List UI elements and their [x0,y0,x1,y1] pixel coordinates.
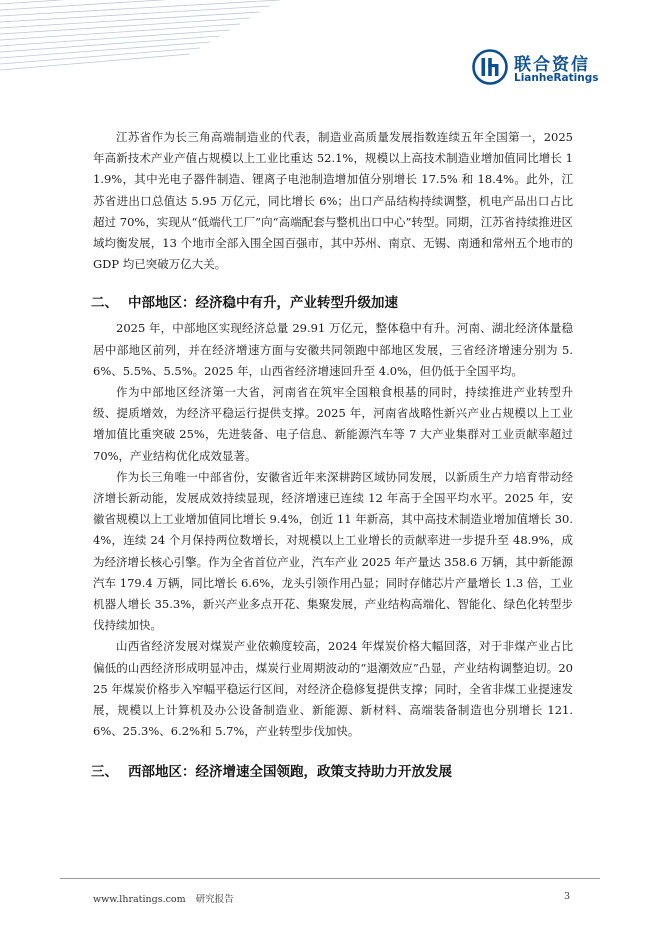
paragraph-anhui: 作为长三角唯一中部省份，安徽省近年来深耕跨区域协同发展，以新质生产力培育带动经济增长新动能，发展成效持续显现，经济增速已连续 12 年高于全国平均水平。2025 年，安徽省规模以上工业增加值同比增长 9.4%，创近 11 年新高，其中高技术制造业增加值增长 30.4%，连续 24 个月保持两位数增长，对规模以上工业增长的贡献率进一步提升至 48.9%，成为经济增长核心引擎。作为全省首位产业，汽车产业 2025 年产量达 358.6 万辆，其中新能源汽车 179.4 万辆，同比增长 6.6%，龙头引领作用凸显；同时存储芯片产量增长 1.3 倍，工业机器人增长 35.3%，新兴产业多点开花、集聚发展，产业结构高端化、智能化、绿色化转型步伐持续加快。 [93,469,573,633]
logo-chinese-name: 联合资信 [514,55,590,75]
section-title: 西部地区：经济增速全国领跑，政策支持助力开放发展 [128,764,452,781]
section-heading-central [91,293,573,313]
paragraph-shanxi: 山西省经济发展对煤炭产业依赖度较高，2024 年煤炭价格大幅回落，对于非煤产业占比偏低的山西经济形成明显冲击，煤炭行业周期波动的“退潮效应”凸显，产业结构调整迫切。2025 年煤炭价格步入窄幅平稳运行区间，对经济企稳修复提供支撑；同时，全省非煤工业提速发展，规模以上计算机及办公设备制造业、新能源、新材料、高端装备制造也分别增长 121.6%、25.3%、6.2%和 5.7%，产业转型步伐加快。 [93,639,573,739]
section-number: 二、 [91,295,118,312]
paragraph-jiangsu: 江苏省作为长三角高端制造业的代表，制造业高质量发展指数连续五年全国第一，2025 年高新技术产业产值占规模以上工业比重达 52.1%，规模以上高技术制造业增加值同比增长 11.9%，其中光电子器件制造、锂离子电池制造增加值分别增长 17.5% 和 18.4%。此外，江苏省进出口总值达 5.95 万亿元，同比增长 6%；出口产品结构持续调整，机电产品出口占比超过 70%，实现从“低端代工厂”向“高端配套与整机出口中心”转型。同期，江苏省持续推进区域均衡发展，13 个地市全部入围全国百强市，其中苏州、南京、无锡、南通和常州五个地市的 GDP 均已突破万亿大关。 [93,130,573,272]
report-body [93,127,573,782]
footer-info [93,891,244,905]
footer-doc-type: 研究报告 [195,894,234,905]
section-title: 中部地区：经济稳中有升，产业转型升级加速 [128,295,398,312]
corner-decoration [0,0,300,90]
logo-english-name: LianheRatings [514,72,599,84]
footer-divider [60,878,600,879]
lianhe-logo [468,45,628,89]
footer-website-link[interactable]: www.lhratings.com [93,894,186,905]
page-number: 3 [564,891,571,902]
section-heading-western [91,762,573,782]
paragraph-central-overview: 2025 年，中部地区实现经济总量 29.91 万亿元，整体稳中有升。河南、湖北经济体量稳居中部地区前列，并在经济增速方面与安徽共同领跑中部地区发展，三省经济增速分别为 5.6%、5.5%、5.5%。2025 年，山西省经济增速回升至 4.0%，但仍低于全国平均。 [93,321,573,378]
paragraph-henan: 作为中部地区经济第一大省，河南省在筑牢全国粮食根基的同时，持续推进产业转型升级、提质增效，为经济平稳运行提供支撑。2025 年，河南省战略性新兴产业占规模以上工业增加值比重突破 25%，先进装备、电子信息、新能源汽车等 7 大产业集群对工业贡献率超过 70%，产业结构优化成效显著。 [93,385,573,463]
section-number: 三、 [91,764,118,781]
lianhe-logo-icon [472,49,508,85]
